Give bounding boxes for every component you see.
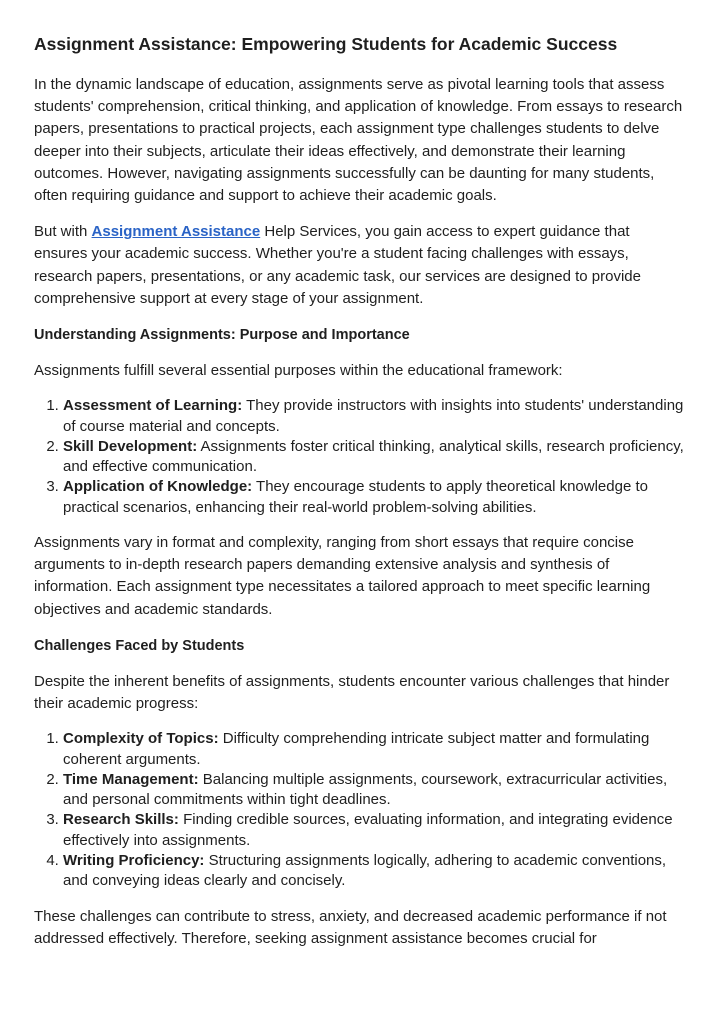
assistance-paragraph xyxy=(34,221,686,310)
list-item-text: Balancing multiple assignments, coursework, extracurricular activities, and personal commitments within tight deadlines. xyxy=(63,770,668,809)
purpose-list xyxy=(34,396,686,518)
list-item-term: Assessment of Learning: xyxy=(63,397,243,415)
list-item-text: Difficulty comprehending intricate subject matter and formulating coherent arguments. xyxy=(63,730,650,768)
section-heading-understanding: Understanding Assignments: Purpose and Importance xyxy=(34,327,410,344)
list-item xyxy=(63,770,686,811)
list-item xyxy=(63,729,686,770)
list-item-term: Application of Knowledge: xyxy=(63,478,253,496)
list-item xyxy=(63,477,686,518)
list-item-term: Research Skills: xyxy=(63,811,179,829)
section-lead-understanding: Assignments fulfill several essential purposes within the educational framework: xyxy=(34,362,563,380)
list-item-text: Finding credible sources, evaluating information, and integrating evidence effectively into assignments. xyxy=(63,811,673,849)
list-item xyxy=(63,851,686,892)
assistance-paragraph-after: Help Services, you gain access to expert guidance that ensures your academic success. Whether you're a student facing challenges with essays, research papers, presentations, or any academic task, our services are designed to provide comprehensive support at every stage of your assignment. xyxy=(34,223,641,307)
challenges-list xyxy=(34,729,686,891)
list-item xyxy=(63,437,686,478)
list-item-term: Time Management: xyxy=(63,770,199,788)
section-closing-challenges: These challenges can contribute to stress, anxiety, and decreased academic performance if not addressed effectively. Therefore, seeking assignment assistance becomes crucial for xyxy=(34,907,667,947)
assistance-paragraph-before: But with xyxy=(34,223,92,241)
list-item-text: They encourage students to apply theoretical knowledge to practical scenarios, enhancing their real-world problem-solving abilities. xyxy=(63,478,648,516)
list-item-text: Assignments foster critical thinking, analytical skills, research proficiency, and effective communication. xyxy=(63,437,684,476)
list-item-text: Structuring assignments logically, adhering to academic conventions, and conveying ideas clearly and concisely. xyxy=(63,852,667,890)
assignment-assistance-link[interactable]: Assignment Assistance xyxy=(91,223,261,241)
section-heading-challenges: Challenges Faced by Students xyxy=(34,637,245,654)
list-item-term: Writing Proficiency: xyxy=(63,852,205,870)
list-item-term: Complexity of Topics: xyxy=(63,730,219,748)
list-item-term: Skill Development: xyxy=(63,437,198,455)
section-closing-understanding: Assignments vary in format and complexity, ranging from short essays that require concise arguments to in-depth research papers demanding extensive analysis and synthesis of information. Each assignment type necessitates a tailored approach to meet specific learning objectives and academic standards. xyxy=(34,534,651,618)
document-title: Assignment Assistance: Empowering Students for Academic Success xyxy=(34,34,618,54)
list-item xyxy=(63,396,686,437)
list-item-text: They provide instructors with insights into students' understanding of course material and concepts. xyxy=(63,397,684,435)
list-item xyxy=(63,810,686,851)
section-lead-challenges: Despite the inherent benefits of assignments, students encounter various challenges that hinder their academic progress: xyxy=(34,672,670,713)
intro-paragraph: In the dynamic landscape of education, assignments serve as pivotal learning tools that assess students' comprehension, critical thinking, and application of knowledge. From essays to research papers, presentations to practical projects, each assignment type challenges students to delve deeper into their subjects, articulate their ideas effectively, and demonstrate their learning outcomes. However, navigating assignments successfully can be daunting for many students, often requiring guidance and support to achieve their academic goals. xyxy=(34,76,683,205)
